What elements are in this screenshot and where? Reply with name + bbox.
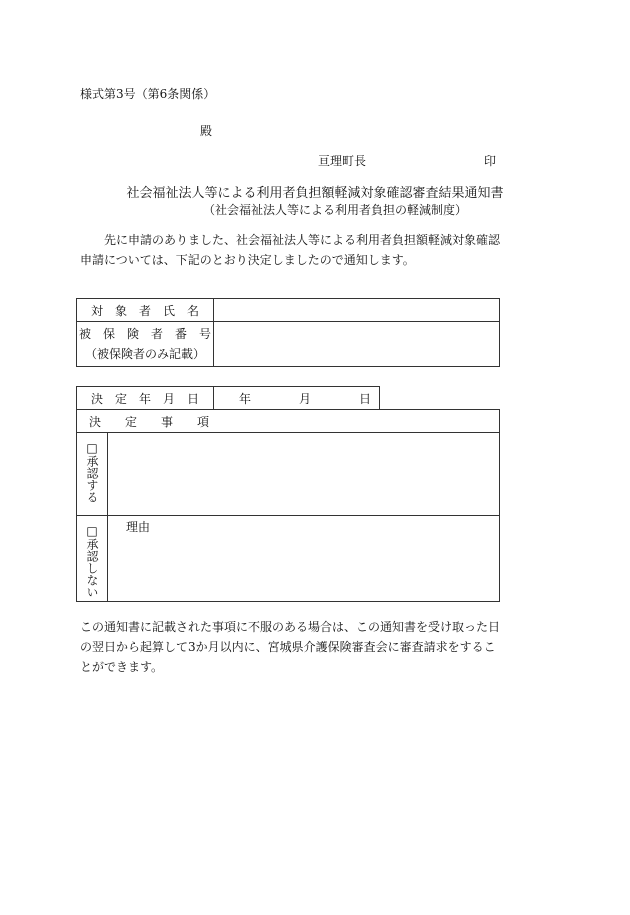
reject-checkbox-cell[interactable] xyxy=(77,516,108,602)
document-title: 社会福祉法人等による利用者負担額軽減対象確認審査結果通知書 xyxy=(126,186,504,201)
decision-header-row xyxy=(77,410,500,433)
insured-number-field[interactable] xyxy=(214,322,500,367)
intro-paragraph: 先に申請のありました、社会福祉法人等による利用者負担額軽減対象確認申請については、下記のとおり決定しましたので通知します。 xyxy=(80,233,501,267)
insured-number-label: 被 保 険 者 番 号 xyxy=(78,327,211,341)
document-subtitle: （社会福祉法人等による利用者負担の軽減制度） xyxy=(202,203,467,217)
decision-date-row xyxy=(77,387,380,410)
subject-name-label: 対 象 者 氏 名 xyxy=(77,299,214,322)
approve-checkbox-cell[interactable] xyxy=(77,433,108,516)
approve-row xyxy=(77,433,500,516)
decision-date-label: 決 定 年 月 日 xyxy=(77,387,214,410)
decision-header: 決 定 事 項 xyxy=(77,410,500,433)
appeal-notice: この通知書に記載された事項に不服のある場合は、この通知書を受け取った日の翌日から起算して3か月以内に、宮城県介護保険審査会に審査請求をすることができます。 xyxy=(80,620,501,674)
seal-mark: 印 xyxy=(484,154,497,168)
decision-table xyxy=(76,409,500,602)
approve-label[interactable]: □承認する xyxy=(85,441,99,503)
subject-table xyxy=(76,298,500,367)
reject-row xyxy=(77,516,500,602)
approve-content[interactable] xyxy=(108,433,500,516)
form-number: 様式第3号（第6条関係） xyxy=(80,87,216,101)
reason-label: 理由 xyxy=(126,520,151,534)
issuer-name: 亘理町長 xyxy=(318,154,367,168)
addressee-suffix: 殿 xyxy=(200,124,213,138)
reject-content[interactable] xyxy=(108,516,500,602)
insured-number-note: （被保険者のみ記載） xyxy=(84,347,205,361)
insured-number-label-cell xyxy=(77,322,214,367)
reject-label[interactable]: □承認しない xyxy=(85,524,99,598)
subject-name-row xyxy=(77,299,500,322)
decision-date-table xyxy=(76,386,380,410)
decision-date-field[interactable]: 年 月 日 xyxy=(214,387,380,410)
insured-number-row xyxy=(77,322,500,367)
subject-name-field[interactable] xyxy=(214,299,500,322)
